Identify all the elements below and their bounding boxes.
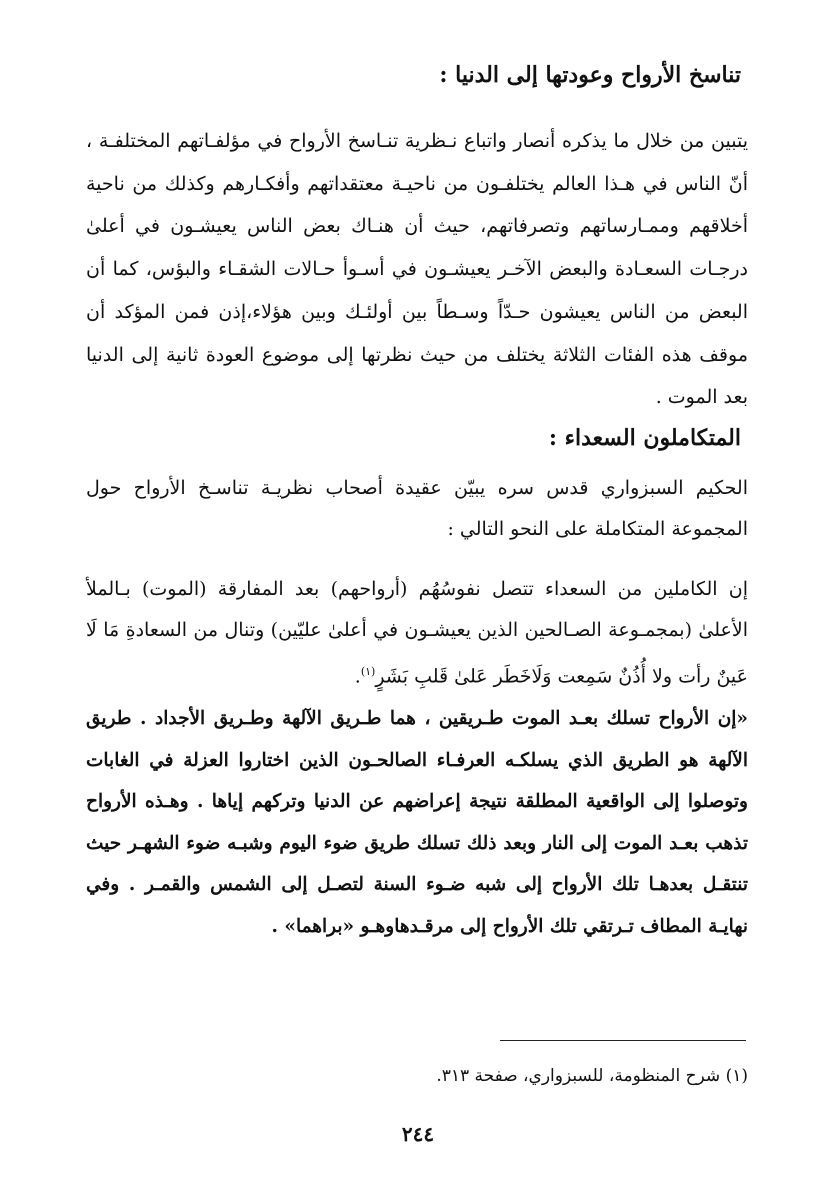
paragraph-perfect-souls <box>86 569 748 697</box>
footnote-reference[interactable]: (١) <box>360 665 376 678</box>
section-heading-perfect-happy: المتكاملون السعداء : <box>548 425 741 451</box>
footnote-text: (١) شرح المنظومة، للسبزواري، صفحة ٣١٣. <box>436 1066 748 1086</box>
paragraph-perfect-souls-end: . <box>354 665 361 688</box>
section-heading-reincarnation: تناسخ الأرواح وعودتها إلى الدنيا : <box>439 62 741 88</box>
page-number: ٢٤٤ <box>401 1122 435 1146</box>
footnote-divider <box>500 1040 746 1041</box>
paragraph-perfect-souls-text: إن الكاملين من السعداء تتصل نفوسُهُم (أرواحهم) بعد المفارقة (الموت) بـالملأ الأعلىٰ (بمجمـوعة الصـالحين الذين يعيشـون في أعلىٰ عليّين) وتنال من السعادةِ مَا لَا عَينٌ رأت ولا أُذُنٌ سَمِعت وَلَاخَطَر عَلىٰ قَلبِ بَشَرٍ <box>86 578 748 688</box>
quote-two-paths: «إن الأرواح تسلك بعـد الموت طـريقين ، هما طـريق الآلهة وطـريق الأجداد . طريق الآلهة هو الطريق الذي يسلكـه العرفـاء الصالحـون الذين اختاروا العزلة في الغابات وتوصلوا إلى الواقعية المطلقة نتيجة إعراضهم عن الدنيا وتركهم إياها . وهـذه الأرواح تذهب بعـد الموت إلى النار وبعد ذلك تسلك طريق ضوء اليوم وشبـه ضوء الشهـر حيث تنتقـل بعدهـا تلك الأرواح إلى شبه ضـوء السنة لتصـل إلى الشمس والقمـر . وفي نهايـة المطاف تـرتقي تلك الأرواح إلى مرقـدهاوهـو «براهما» . <box>86 708 748 937</box>
paragraph-reincarnation: يتبين من خلال ما يذكره أنصار واتباع نـظرية تنـاسخ الأرواح في مؤلفـاتهم المختلفـة ، أنّ الناس في هـذا العالم يختلفـون من ناحيـة معتقداتهم وأفكـارهم وكذلك من ناحية أخلاقهم وممـارساتهم وتصرفاتهم، حيث أن هنـاك بعض الناس يعيشـون في أعلىٰ درجـات السعـادة والبعض الآخـر يعيشـون في أسـوأ حـالات الشقـاء والبؤس، كما أن البعض من الناس يعيشون حـدّاً وسـطاً بين أولئـك وبين هؤلاء،إذن فمن المؤكد أن موقف هذه الفئات الثلاثة يختلف من حيث نظرتها إلى موضوع العودة ثانية إلى الدنيا بعد الموت . <box>86 130 748 409</box>
paragraph-sabzevari-intro: الحكيم السبزواري قدس سره يبيّن عقيدة أصحاب نظريـة تناسـخ الأرواح حول المجموعة المتكاملة على النحو التالي : <box>86 477 748 540</box>
